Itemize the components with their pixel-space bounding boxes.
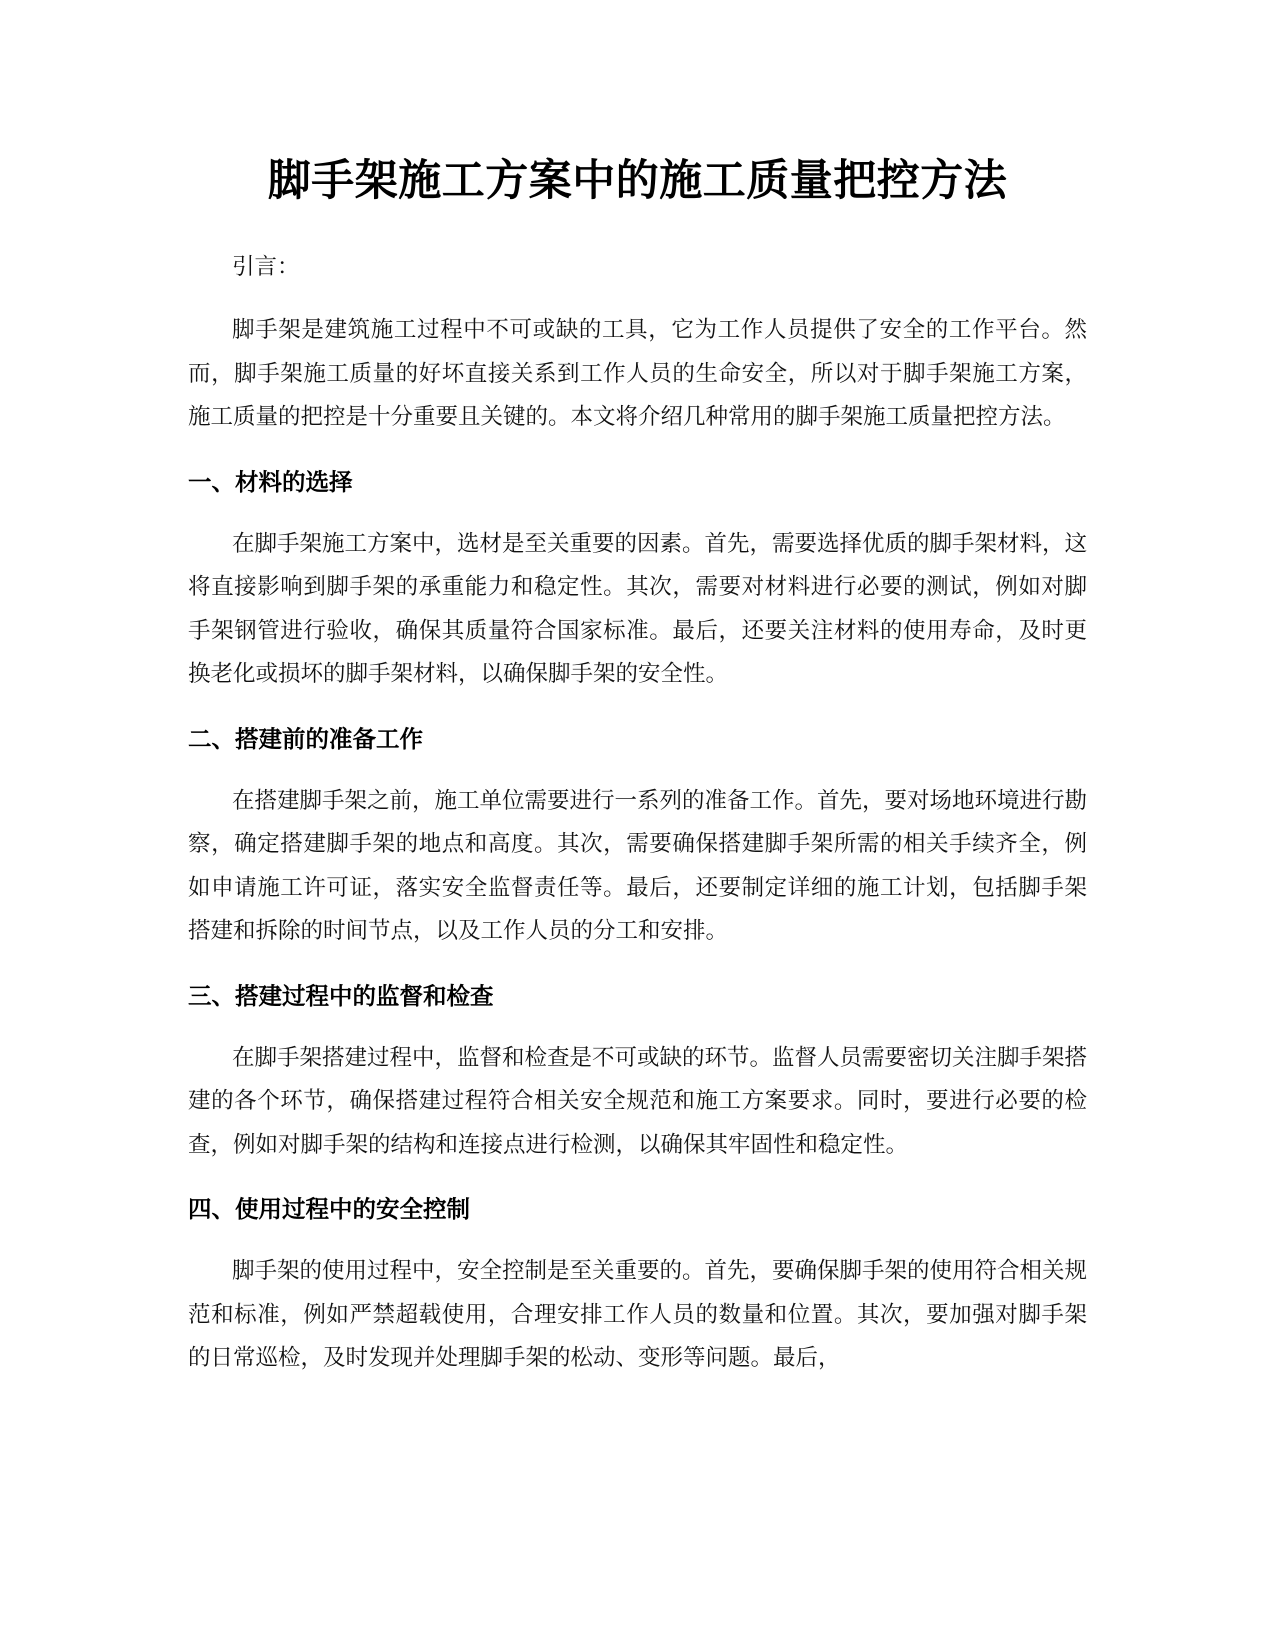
section-paragraph-safety-control: 脚手架的使用过程中，安全控制是至关重要的。首先，要确保脚手架的使用符合相关规范和标准，例如严禁超载使用，合理安排工作人员的数量和位置。其次，要加强对脚手架的日常巡检，及时发现并处理脚手架的松动、变形等问题。最后， <box>188 1258 1088 1371</box>
section-paragraph-supervision: 在脚手架搭建过程中，监督和检查是不可或缺的环节。监督人员需要密切关注脚手架搭建的各个环节，确保搭建过程符合相关安全规范和施工方案要求。同时，要进行必要的检查，例如对脚手架的结构和连接点进行检测，以确保其牢固性和稳定性。 <box>188 1044 1088 1158</box>
section-heading-supervision: 三、搭建过程中的监督和检查 <box>188 981 494 1010</box>
intro-label: 引言： <box>232 254 300 280</box>
section-paragraph-materials: 在脚手架施工方案中，选材是至关重要的因素。首先，需要选择优质的脚手架材料，这将直接影响到脚手架的承重能力和稳定性。其次，需要对材料进行必要的测试，例如对脚手架钢管进行验收，确保其质量符合国家标准。最后，还要关注材料的使用寿命，及时更换老化或损坏的脚手架材料，以确保脚手架的安全性。 <box>188 530 1088 687</box>
section-heading-preparation: 二、搭建前的准备工作 <box>188 724 423 753</box>
document-title: 脚手架施工方案中的施工质量把控方法 <box>267 156 1008 206</box>
document-body <box>188 140 1087 1381</box>
section-paragraph-preparation: 在搭建脚手架之前，施工单位需要进行一系列的准备工作。首先，要对场地环境进行勘察，确定搭建脚手架的地点和高度。其次，需要确保搭建脚手架所需的相关手续齐全，例如申请施工许可证，落实安全监督责任等。最后，还要制定详细的施工计划，包括脚手架搭建和拆除的时间节点，以及工作人员的分工和安排。 <box>188 787 1088 944</box>
section-heading-materials: 一、材料的选择 <box>188 467 353 496</box>
section-heading-safety-control: 四、使用过程中的安全控制 <box>188 1195 470 1223</box>
intro-paragraph: 脚手架是建筑施工过程中不可或缺的工具，它为工作人员提供了安全的工作平台。然而，脚手架施工质量的好坏直接关系到工作人员的生命安全，所以对于脚手架施工方案，施工质量的把控是十分重要且关键的。本文将介绍几种常用的脚手架施工质量把控方法。 <box>188 317 1087 430</box>
